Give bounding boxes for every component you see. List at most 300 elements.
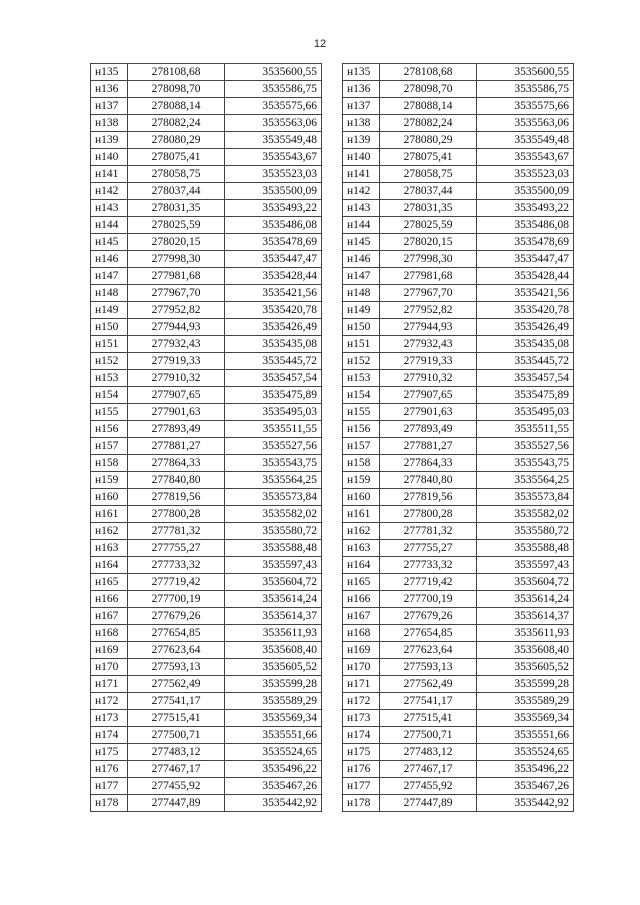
table-row	[91, 183, 322, 200]
table-row	[343, 506, 574, 523]
y-coordinate-cell: 3535524,65	[225, 744, 322, 761]
y-coordinate-cell: 3535495,03	[477, 404, 574, 421]
point-id-cell: н161	[91, 506, 128, 523]
point-id-cell: н148	[91, 285, 128, 302]
x-coordinate-cell: 278075,41	[128, 149, 225, 166]
y-coordinate-cell: 3535500,09	[225, 183, 322, 200]
point-id-cell: н146	[91, 251, 128, 268]
x-coordinate-cell: 277623,64	[380, 642, 477, 659]
y-coordinate-cell: 3535563,06	[477, 115, 574, 132]
table-row	[91, 251, 322, 268]
table-row	[343, 642, 574, 659]
x-coordinate-cell: 277755,27	[380, 540, 477, 557]
table-row	[91, 727, 322, 744]
y-coordinate-cell: 3535614,37	[477, 608, 574, 625]
y-coordinate-cell: 3535563,06	[225, 115, 322, 132]
y-coordinate-cell: 3535496,22	[225, 761, 322, 778]
x-coordinate-cell: 278031,35	[128, 200, 225, 217]
table-row	[343, 795, 574, 812]
point-id-cell: н138	[91, 115, 128, 132]
point-id-cell: н140	[91, 149, 128, 166]
y-coordinate-cell: 3535527,56	[477, 438, 574, 455]
y-coordinate-cell: 3535586,75	[477, 81, 574, 98]
x-coordinate-cell: 277901,63	[128, 404, 225, 421]
y-coordinate-cell: 3535589,29	[477, 693, 574, 710]
table-row	[91, 778, 322, 795]
point-id-cell: н141	[91, 166, 128, 183]
point-id-cell: н145	[343, 234, 380, 251]
x-coordinate-cell: 277447,89	[128, 795, 225, 812]
x-coordinate-cell: 278020,15	[380, 234, 477, 251]
point-id-cell: н139	[343, 132, 380, 149]
table-row	[91, 455, 322, 472]
y-coordinate-cell: 3535511,55	[477, 421, 574, 438]
table-row	[91, 591, 322, 608]
y-coordinate-cell: 3535523,03	[225, 166, 322, 183]
point-id-cell: н164	[91, 557, 128, 574]
table-row	[91, 472, 322, 489]
table-row	[91, 404, 322, 421]
table-row	[91, 132, 322, 149]
point-id-cell: н165	[343, 574, 380, 591]
point-id-cell: н151	[91, 336, 128, 353]
point-id-cell: н153	[91, 370, 128, 387]
point-id-cell: н165	[91, 574, 128, 591]
table-row	[343, 710, 574, 727]
y-coordinate-cell: 3535421,56	[225, 285, 322, 302]
x-coordinate-cell: 278088,14	[380, 98, 477, 115]
point-id-cell: н177	[343, 778, 380, 795]
table-row	[343, 285, 574, 302]
y-coordinate-cell: 3535442,92	[225, 795, 322, 812]
y-coordinate-cell: 3535549,48	[477, 132, 574, 149]
table-row	[91, 268, 322, 285]
table-row	[91, 285, 322, 302]
x-coordinate-cell: 278108,68	[128, 64, 225, 81]
table-row	[91, 98, 322, 115]
table-row	[91, 795, 322, 812]
y-coordinate-cell: 3535445,72	[225, 353, 322, 370]
y-coordinate-cell: 3535500,09	[477, 183, 574, 200]
table-row	[91, 319, 322, 336]
y-coordinate-cell: 3535475,89	[477, 387, 574, 404]
table-row	[91, 234, 322, 251]
table-row	[343, 370, 574, 387]
point-id-cell: н158	[343, 455, 380, 472]
x-coordinate-cell: 277733,32	[380, 557, 477, 574]
point-id-cell: н143	[343, 200, 380, 217]
x-coordinate-cell: 278098,70	[380, 81, 477, 98]
point-id-cell: н150	[91, 319, 128, 336]
x-coordinate-cell: 277932,43	[380, 336, 477, 353]
x-coordinate-cell: 278058,75	[128, 166, 225, 183]
point-id-cell: н162	[91, 523, 128, 540]
y-coordinate-cell: 3535599,28	[225, 676, 322, 693]
x-coordinate-cell: 277623,64	[128, 642, 225, 659]
y-coordinate-cell: 3535447,47	[225, 251, 322, 268]
y-coordinate-cell: 3535435,08	[225, 336, 322, 353]
point-id-cell: н147	[343, 268, 380, 285]
point-id-cell: н159	[343, 472, 380, 489]
table-row	[91, 540, 322, 557]
y-coordinate-cell: 3535549,48	[225, 132, 322, 149]
y-coordinate-cell: 3535543,75	[477, 455, 574, 472]
y-coordinate-cell: 3535428,44	[477, 268, 574, 285]
x-coordinate-cell: 278031,35	[380, 200, 477, 217]
y-coordinate-cell: 3535614,24	[477, 591, 574, 608]
x-coordinate-cell: 277819,56	[128, 489, 225, 506]
point-id-cell: н160	[343, 489, 380, 506]
x-coordinate-cell: 277998,30	[128, 251, 225, 268]
point-id-cell: н170	[91, 659, 128, 676]
point-id-cell: н171	[343, 676, 380, 693]
y-coordinate-cell: 3535428,44	[225, 268, 322, 285]
y-coordinate-cell: 3535445,72	[477, 353, 574, 370]
table-row	[91, 489, 322, 506]
table-row	[91, 217, 322, 234]
y-coordinate-cell: 3535486,08	[477, 217, 574, 234]
x-coordinate-cell: 277864,33	[128, 455, 225, 472]
table-row	[343, 744, 574, 761]
y-coordinate-cell: 3535564,25	[225, 472, 322, 489]
x-coordinate-cell: 278098,70	[128, 81, 225, 98]
point-id-cell: н166	[91, 591, 128, 608]
page-number: 12	[313, 38, 327, 50]
y-coordinate-cell: 3535600,55	[477, 64, 574, 81]
table-row	[91, 115, 322, 132]
y-coordinate-cell: 3535608,40	[225, 642, 322, 659]
table-row	[343, 183, 574, 200]
x-coordinate-cell: 277893,49	[380, 421, 477, 438]
table-row	[343, 302, 574, 319]
y-coordinate-cell: 3535599,28	[477, 676, 574, 693]
y-coordinate-cell: 3535551,66	[477, 727, 574, 744]
y-coordinate-cell: 3535569,34	[225, 710, 322, 727]
point-id-cell: н168	[91, 625, 128, 642]
table-row	[343, 115, 574, 132]
point-id-cell: н173	[343, 710, 380, 727]
x-coordinate-cell: 277733,32	[128, 557, 225, 574]
x-coordinate-cell: 277881,27	[380, 438, 477, 455]
point-id-cell: н161	[343, 506, 380, 523]
y-coordinate-cell: 3535475,89	[225, 387, 322, 404]
table-row	[343, 591, 574, 608]
table-row	[343, 353, 574, 370]
table-row	[91, 370, 322, 387]
x-coordinate-cell: 277467,17	[380, 761, 477, 778]
point-id-cell: н159	[91, 472, 128, 489]
point-id-cell: н151	[343, 336, 380, 353]
table-row	[343, 659, 574, 676]
table-row	[343, 489, 574, 506]
y-coordinate-cell: 3535586,75	[225, 81, 322, 98]
table-row	[91, 438, 322, 455]
y-coordinate-cell: 3535564,25	[477, 472, 574, 489]
y-coordinate-cell: 3535575,66	[225, 98, 322, 115]
y-coordinate-cell: 3535495,03	[225, 404, 322, 421]
point-id-cell: н157	[91, 438, 128, 455]
x-coordinate-cell: 277541,17	[128, 693, 225, 710]
x-coordinate-cell: 277500,71	[128, 727, 225, 744]
table-row	[343, 676, 574, 693]
point-id-cell: н169	[91, 642, 128, 659]
point-id-cell: н163	[343, 540, 380, 557]
x-coordinate-cell: 277700,19	[128, 591, 225, 608]
y-coordinate-cell: 3535421,56	[477, 285, 574, 302]
y-coordinate-cell: 3535524,65	[477, 744, 574, 761]
y-coordinate-cell: 3535588,48	[477, 540, 574, 557]
table-row	[91, 642, 322, 659]
x-coordinate-cell: 277800,28	[380, 506, 477, 523]
table-row	[343, 438, 574, 455]
table-row	[91, 676, 322, 693]
y-coordinate-cell: 3535442,92	[477, 795, 574, 812]
x-coordinate-cell: 277700,19	[380, 591, 477, 608]
point-id-cell: н178	[91, 795, 128, 812]
y-coordinate-cell: 3535543,67	[477, 149, 574, 166]
x-coordinate-cell: 278082,24	[380, 115, 477, 132]
table-row	[343, 404, 574, 421]
point-id-cell: н162	[343, 523, 380, 540]
table-row	[343, 132, 574, 149]
point-id-cell: н176	[343, 761, 380, 778]
x-coordinate-cell: 278080,29	[128, 132, 225, 149]
x-coordinate-cell: 277998,30	[380, 251, 477, 268]
x-coordinate-cell: 277455,92	[128, 778, 225, 795]
point-id-cell: н175	[343, 744, 380, 761]
point-id-cell: н158	[91, 455, 128, 472]
x-coordinate-cell: 278108,68	[380, 64, 477, 81]
y-coordinate-cell: 3535493,22	[477, 200, 574, 217]
x-coordinate-cell: 277593,13	[128, 659, 225, 676]
point-id-cell: н142	[343, 183, 380, 200]
table-row	[343, 387, 574, 404]
y-coordinate-cell: 3535604,72	[477, 574, 574, 591]
point-id-cell: н168	[343, 625, 380, 642]
y-coordinate-cell: 3535580,72	[225, 523, 322, 540]
table-row	[343, 234, 574, 251]
point-id-cell: н146	[343, 251, 380, 268]
point-id-cell: н169	[343, 642, 380, 659]
table-row	[343, 421, 574, 438]
x-coordinate-cell: 277455,92	[380, 778, 477, 795]
x-coordinate-cell: 277919,33	[128, 353, 225, 370]
x-coordinate-cell: 277893,49	[128, 421, 225, 438]
x-coordinate-cell: 277593,13	[380, 659, 477, 676]
point-id-cell: н172	[91, 693, 128, 710]
x-coordinate-cell: 278037,44	[128, 183, 225, 200]
table-row	[91, 421, 322, 438]
point-id-cell: н174	[343, 727, 380, 744]
table-row	[91, 200, 322, 217]
x-coordinate-cell: 277967,70	[128, 285, 225, 302]
point-id-cell: н135	[343, 64, 380, 81]
y-coordinate-cell: 3535420,78	[477, 302, 574, 319]
table-row	[343, 557, 574, 574]
x-coordinate-cell: 277840,80	[128, 472, 225, 489]
x-coordinate-cell: 277781,32	[380, 523, 477, 540]
point-id-cell: н177	[91, 778, 128, 795]
table-row	[91, 608, 322, 625]
table-row	[91, 64, 322, 81]
table-row	[343, 472, 574, 489]
x-coordinate-cell: 277483,12	[128, 744, 225, 761]
table-row	[91, 166, 322, 183]
table-row	[343, 336, 574, 353]
coordinates-table-left	[90, 63, 322, 812]
point-id-cell: н172	[343, 693, 380, 710]
y-coordinate-cell: 3535511,55	[225, 421, 322, 438]
y-coordinate-cell: 3535543,67	[225, 149, 322, 166]
point-id-cell: н149	[91, 302, 128, 319]
table-row	[91, 302, 322, 319]
point-id-cell: н166	[343, 591, 380, 608]
table-row	[91, 625, 322, 642]
x-coordinate-cell: 277515,41	[380, 710, 477, 727]
point-id-cell: н152	[343, 353, 380, 370]
point-id-cell: н141	[343, 166, 380, 183]
y-coordinate-cell: 3535575,66	[477, 98, 574, 115]
point-id-cell: н143	[91, 200, 128, 217]
x-coordinate-cell: 277781,32	[128, 523, 225, 540]
y-coordinate-cell: 3535426,49	[477, 319, 574, 336]
x-coordinate-cell: 277952,82	[128, 302, 225, 319]
point-id-cell: н136	[91, 81, 128, 98]
y-coordinate-cell: 3535573,84	[225, 489, 322, 506]
y-coordinate-cell: 3535496,22	[477, 761, 574, 778]
table-row	[343, 608, 574, 625]
x-coordinate-cell: 278075,41	[380, 149, 477, 166]
x-coordinate-cell: 277840,80	[380, 472, 477, 489]
x-coordinate-cell: 277755,27	[128, 540, 225, 557]
y-coordinate-cell: 3535486,08	[225, 217, 322, 234]
point-id-cell: н174	[91, 727, 128, 744]
x-coordinate-cell: 278025,59	[380, 217, 477, 234]
point-id-cell: н150	[343, 319, 380, 336]
y-coordinate-cell: 3535457,54	[477, 370, 574, 387]
point-id-cell: н145	[91, 234, 128, 251]
table-row	[91, 81, 322, 98]
point-id-cell: н149	[343, 302, 380, 319]
y-coordinate-cell: 3535467,26	[225, 778, 322, 795]
table-row	[343, 778, 574, 795]
point-id-cell: н167	[343, 608, 380, 625]
table-row	[343, 693, 574, 710]
x-coordinate-cell: 277515,41	[128, 710, 225, 727]
table-row	[91, 710, 322, 727]
table-row	[343, 540, 574, 557]
y-coordinate-cell: 3535551,66	[225, 727, 322, 744]
y-coordinate-cell: 3535580,72	[477, 523, 574, 540]
table-row	[343, 81, 574, 98]
y-coordinate-cell: 3535608,40	[477, 642, 574, 659]
point-id-cell: н148	[343, 285, 380, 302]
table-row	[91, 149, 322, 166]
y-coordinate-cell: 3535467,26	[477, 778, 574, 795]
x-coordinate-cell: 278058,75	[380, 166, 477, 183]
x-coordinate-cell: 277981,68	[128, 268, 225, 285]
point-id-cell: н144	[91, 217, 128, 234]
x-coordinate-cell: 277981,68	[380, 268, 477, 285]
point-id-cell: н140	[343, 149, 380, 166]
table-row	[343, 574, 574, 591]
point-id-cell: н147	[91, 268, 128, 285]
point-id-cell: н156	[91, 421, 128, 438]
point-id-cell: н137	[91, 98, 128, 115]
y-coordinate-cell: 3535605,52	[225, 659, 322, 676]
y-coordinate-cell: 3535478,69	[477, 234, 574, 251]
x-coordinate-cell: 277562,49	[380, 676, 477, 693]
y-coordinate-cell: 3535420,78	[225, 302, 322, 319]
point-id-cell: н153	[343, 370, 380, 387]
x-coordinate-cell: 277654,85	[380, 625, 477, 642]
y-coordinate-cell: 3535447,47	[477, 251, 574, 268]
x-coordinate-cell: 277910,32	[380, 370, 477, 387]
point-id-cell: н136	[343, 81, 380, 98]
y-coordinate-cell: 3535589,29	[225, 693, 322, 710]
table-row	[91, 761, 322, 778]
table-row	[91, 574, 322, 591]
x-coordinate-cell: 277819,56	[380, 489, 477, 506]
table-row	[343, 268, 574, 285]
point-id-cell: н138	[343, 115, 380, 132]
x-coordinate-cell: 277719,42	[128, 574, 225, 591]
y-coordinate-cell: 3535604,72	[225, 574, 322, 591]
table-row	[343, 727, 574, 744]
point-id-cell: н155	[343, 404, 380, 421]
point-id-cell: н142	[91, 183, 128, 200]
x-coordinate-cell: 277907,65	[380, 387, 477, 404]
table-row	[343, 98, 574, 115]
x-coordinate-cell: 277864,33	[380, 455, 477, 472]
y-coordinate-cell: 3535435,08	[477, 336, 574, 353]
point-id-cell: н160	[91, 489, 128, 506]
x-coordinate-cell: 278020,15	[128, 234, 225, 251]
x-coordinate-cell: 277447,89	[380, 795, 477, 812]
table-row	[343, 455, 574, 472]
x-coordinate-cell: 278082,24	[128, 115, 225, 132]
x-coordinate-cell: 277944,93	[128, 319, 225, 336]
x-coordinate-cell: 278037,44	[380, 183, 477, 200]
x-coordinate-cell: 277910,32	[128, 370, 225, 387]
x-coordinate-cell: 277500,71	[380, 727, 477, 744]
x-coordinate-cell: 277952,82	[380, 302, 477, 319]
table-row	[343, 319, 574, 336]
y-coordinate-cell: 3535614,24	[225, 591, 322, 608]
point-id-cell: н175	[91, 744, 128, 761]
y-coordinate-cell: 3535582,02	[477, 506, 574, 523]
x-coordinate-cell: 277901,63	[380, 404, 477, 421]
point-id-cell: н135	[91, 64, 128, 81]
y-coordinate-cell: 3535614,37	[225, 608, 322, 625]
x-coordinate-cell: 277541,17	[380, 693, 477, 710]
point-id-cell: н173	[91, 710, 128, 727]
x-coordinate-cell: 278025,59	[128, 217, 225, 234]
table-row	[91, 506, 322, 523]
point-id-cell: н163	[91, 540, 128, 557]
point-id-cell: н176	[91, 761, 128, 778]
point-id-cell: н154	[91, 387, 128, 404]
y-coordinate-cell: 3535569,34	[477, 710, 574, 727]
y-coordinate-cell: 3535582,02	[225, 506, 322, 523]
x-coordinate-cell: 277654,85	[128, 625, 225, 642]
y-coordinate-cell: 3535605,52	[477, 659, 574, 676]
y-coordinate-cell: 3535611,93	[225, 625, 322, 642]
x-coordinate-cell: 278088,14	[128, 98, 225, 115]
x-coordinate-cell: 277932,43	[128, 336, 225, 353]
point-id-cell: н139	[91, 132, 128, 149]
table-row	[343, 761, 574, 778]
